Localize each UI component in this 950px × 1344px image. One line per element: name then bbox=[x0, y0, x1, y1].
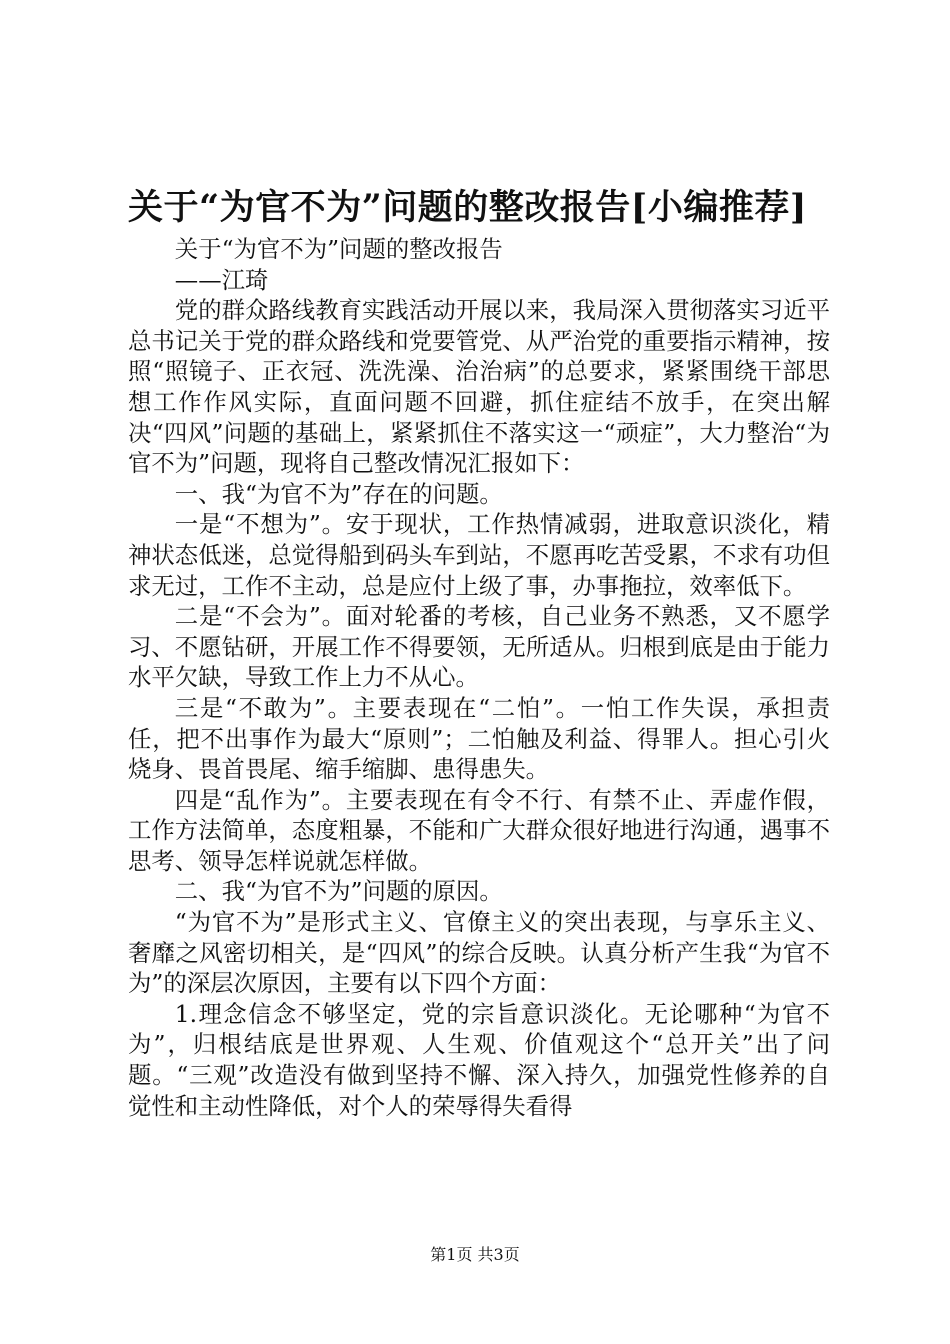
paragraph-cause-1: 1.理念信念不够坚定，党的宗旨意识淡化。无论哪种“为官不为”，归根结底是世界观、人生观、价值观这个“总开关”出了问题。“三观”改造没有做到坚持不懈、深入持久，加强党性修养的自觉性和主动性降低，对个人的荣辱得失看得 bbox=[128, 999, 830, 1120]
paragraph-not-willing: 一是“不想为”。安于现状，工作热情减弱，进取意识淡化，精神状态低迷，总觉得船到码头车到站，不愿再吃苦受累，不求有功但求无过，工作不主动，总是应付上级了事，办事拖拉，效率低下。 bbox=[128, 510, 830, 600]
document-title: 关于“为官不为”问题的整改报告[小编推荐] bbox=[128, 187, 807, 228]
section-heading-problems: 一、我“为官不为”存在的问题。 bbox=[174, 479, 503, 508]
section-heading-causes: 二、我“为官不为”问题的原因。 bbox=[174, 877, 503, 906]
subtitle: 关于“为官不为”问题的整改报告 bbox=[174, 235, 503, 263]
document-page bbox=[128, 0, 830, 1344]
paragraph-intro: 党的群众路线教育实践活动开展以来，我局深入贯彻落实习近平总书记关于党的群众路线和党要管党、从严治党的重要指示精神，按照“照镜子、正衣冠、洗洗澡、治治病”的总要求，紧紧围绕干部思想工作作风实际，直面问题不回避，抓住症结不放手，在突出解决“四风”问题的基础上，紧紧抓住不落实这一“顽症”，大力整治“为官不为”问题，现将自己整改情况汇报如下： bbox=[128, 296, 830, 478]
paragraph-misconduct: 四是“乱作为”。主要表现在有令不行、有禁不止、弄虚作假，工作方法简单，态度粗暴，不能和广大群众很好地进行沟通，遇事不思考、领导怎样说就怎样做。 bbox=[128, 785, 830, 875]
paragraph-not-able: 二是“不会为”。面对轮番的考核，自己业务不熟悉，又不愿学习、不愿钻研，开展工作不得要领，无所适从。归根到底是由于能力水平欠缺，导致工作上力不从心。 bbox=[128, 602, 830, 692]
document-body bbox=[128, 234, 830, 1121]
page-footer: 第1页 共3页 bbox=[430, 1245, 520, 1264]
author-line: ——江琦 bbox=[174, 265, 269, 294]
paragraph-causes-overview: “为官不为”是形式主义、官僚主义的突出表现，与享乐主义、奢靡之风密切相关，是“四风”的综合反映。认真分析产生我“为官不为”的深层次原因，主要有以下四个方面： bbox=[128, 908, 830, 998]
paragraph-not-daring: 三是“不敢为”。主要表现在“二怕”。一怕工作失误，承担责任，把不出事作为最大“原则”；二怕触及利益、得罪人。担心引火烧身、畏首畏尾、缩手缩脚、患得患失。 bbox=[128, 693, 830, 784]
